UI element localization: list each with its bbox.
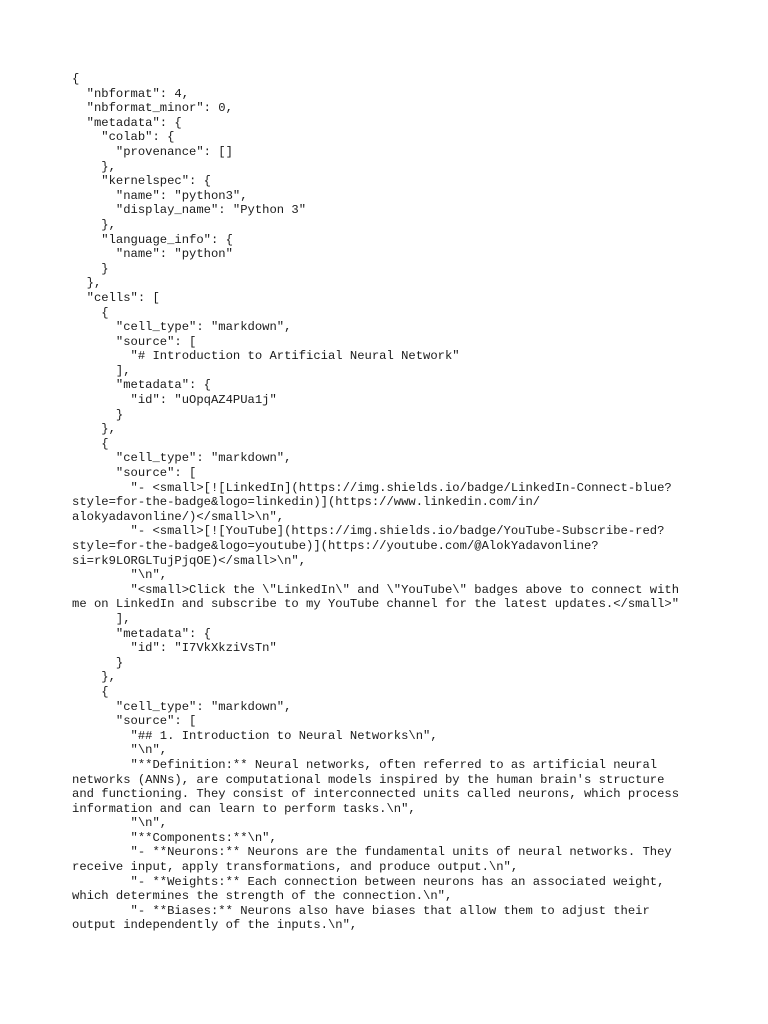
document-line: ], (72, 363, 131, 378)
document-line: "- **Weights:** Each connection between neurons has an associated weight, (72, 874, 665, 889)
document-line: "cells": [ (72, 290, 160, 305)
document-line: "source": [ (72, 466, 197, 481)
document-line: "- **Neurons:** Neurons are the fundamental units of neural networks. They (72, 845, 672, 860)
document-line: "\n", (72, 743, 168, 758)
document-line: "**Components:**\n", (72, 830, 277, 845)
document-line: "<small>Click the \"LinkedIn\" and \"YouTube\" badges above to connect with (72, 582, 680, 597)
document-line: si=rk9LORGLTujPjqOE)</small>\n", (72, 553, 307, 568)
document-line: "source": [ (72, 334, 197, 349)
document-line: networks (ANNs), are computational models inspired by the human brain's structure (72, 772, 665, 787)
document-line: "- <small>[![LinkedIn](https://img.shields.io/badge/LinkedIn-Connect-blue? (72, 480, 672, 495)
document-line: "display_name": "Python 3" (72, 203, 307, 218)
document-line: "language_info": { (72, 232, 233, 247)
document-line: "metadata": { (72, 626, 211, 641)
document-line: { (72, 72, 80, 86)
document-line: "name": "python" (72, 247, 233, 262)
document-line: }, (72, 276, 102, 291)
document-line: "metadata": { (72, 378, 211, 393)
document-line: "\n", (72, 568, 168, 583)
document-line: receive input, apply transformations, and produce output.\n", (72, 860, 519, 875)
document-line: "# Introduction to Artificial Neural Network" (72, 349, 460, 364)
document-line: output independently of the inputs.\n", (72, 918, 358, 933)
document-line: } (72, 407, 124, 422)
document-line: }, (72, 159, 116, 174)
document-line: } (72, 655, 124, 670)
document-line: alokyadavonline/)</small>\n", (72, 509, 285, 524)
document-line: "nbformat_minor": 0, (72, 101, 233, 116)
document-line: "colab": { (72, 130, 175, 145)
document-line: "provenance": [] (72, 144, 233, 159)
document-line: style=for-the-badge&logo=youtube)](https://youtube.com/@AlokYadavonline? (72, 539, 599, 553)
document-line: "id": "uOpqAZ4PUa1j" (72, 393, 277, 408)
document-line: "cell_type": "markdown", (72, 451, 292, 466)
document-line: { (72, 305, 109, 320)
document-line: me on LinkedIn and subscribe to my YouTube channel for the latest updates.</small>" (72, 597, 680, 612)
document-line: "metadata": { (72, 115, 182, 130)
document-line: "cell_type": "markdown", (72, 320, 292, 335)
document-line: "nbformat": 4, (72, 86, 190, 101)
document-line: }, (72, 217, 116, 232)
document-line: ], (72, 611, 131, 626)
document-line: "- **Biases:** Neurons also have biases that allow them to adjust their (72, 903, 650, 918)
document-line: information and can learn to perform tasks.\n", (72, 801, 416, 816)
document-line: } (72, 261, 109, 276)
document-line: }, (72, 670, 116, 685)
document-line: "cell_type": "markdown", (72, 699, 292, 714)
document-line: { (72, 436, 109, 451)
document-line: which determines the strength of the connection.\n", (72, 889, 453, 904)
document-line: "kernelspec": { (72, 174, 211, 189)
document-line: }, (72, 422, 116, 437)
document-line: style=for-the-badge&logo=linkedin)](https://www.linkedin.com/in/ (72, 495, 541, 510)
document-line: "id": "I7VkXkziVsTn" (72, 641, 277, 656)
document-line: "source": [ (72, 714, 197, 729)
document-line: "## 1. Introduction to Neural Networks\n", (72, 728, 438, 743)
document-line: "name": "python3", (72, 188, 248, 203)
document-line: "- <small>[![YouTube](https://img.shields.io/badge/YouTube-Subscribe-red? (72, 524, 665, 539)
document-line: "**Definition:** Neural networks, often referred to as artificial neural (72, 757, 658, 772)
notebook-json-text (72, 72, 712, 933)
document-line: "\n", (72, 816, 168, 831)
document-line: and functioning. They consist of interconnected units called neurons, which process (72, 787, 680, 802)
document-line: { (72, 684, 109, 699)
